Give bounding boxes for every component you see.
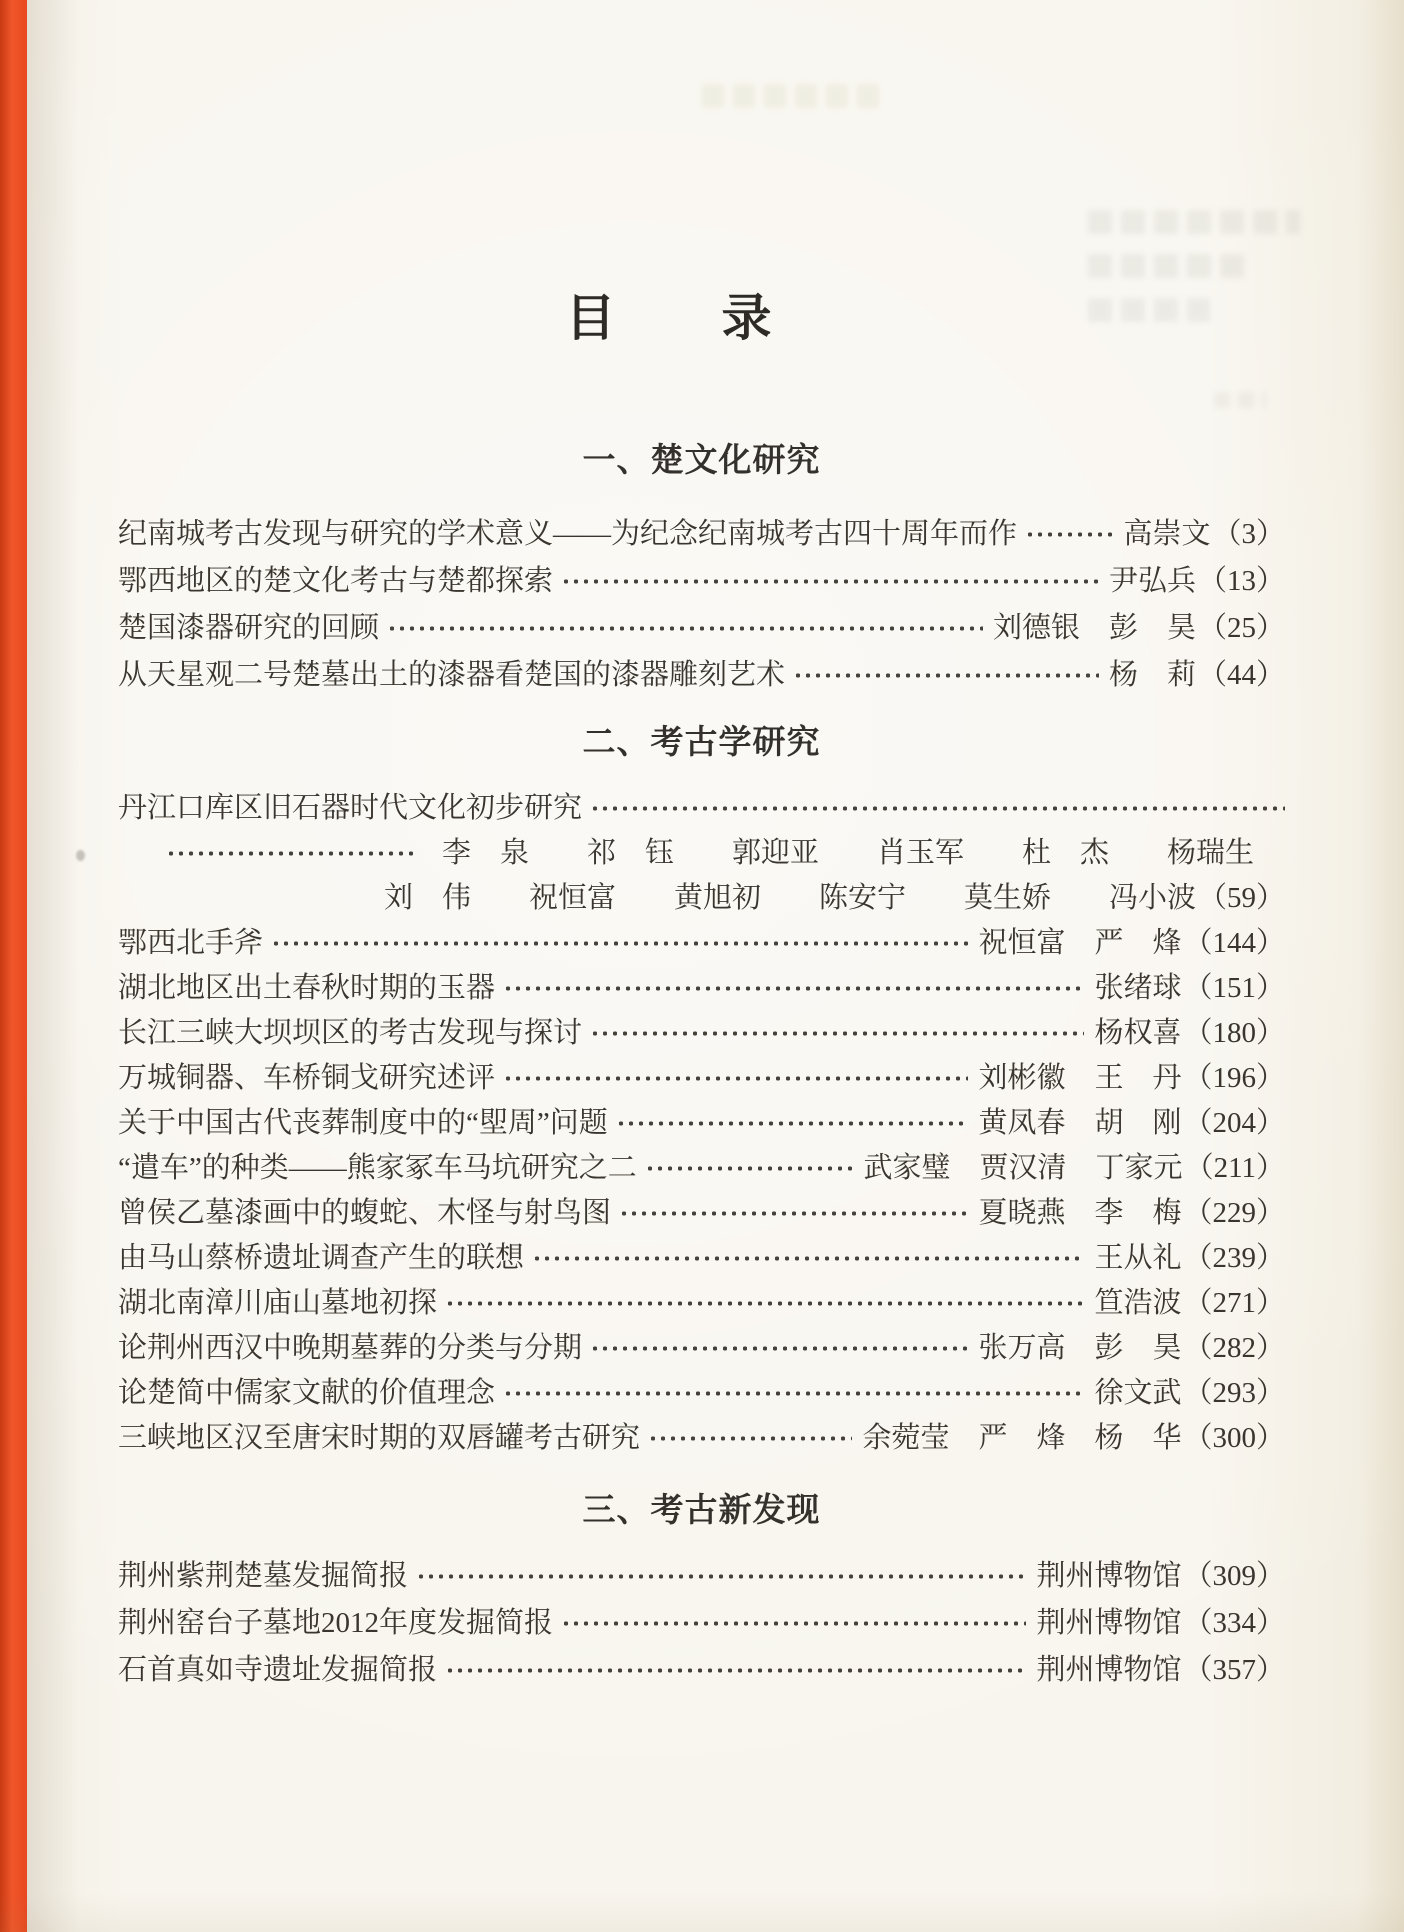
entry-page-number: （300） — [1183, 1422, 1285, 1454]
toc-list — [118, 511, 1285, 699]
toc-entry — [118, 652, 1285, 699]
entry-title: 湖北南漳川庙山墓地初探 — [118, 1287, 438, 1319]
toc-entry — [118, 1146, 1285, 1191]
entry-page-number: （144） — [1183, 927, 1285, 959]
toc-entry — [118, 511, 1285, 558]
page-edge-shading — [0, 1892, 1404, 1932]
entry-authors: 张绪球 — [1094, 972, 1182, 1004]
entry-authors: 刘德银 彭 昊 — [992, 612, 1196, 644]
toc-content — [118, 0, 1285, 1694]
entry-authors: 张万高 彭 昊 — [978, 1332, 1182, 1364]
toc-list — [118, 786, 1285, 1461]
page-title: 目 录 — [565, 290, 774, 346]
toc-entry — [118, 1416, 1285, 1461]
dot-leader — [445, 1300, 1084, 1307]
page-edge-shading — [1358, 0, 1404, 1932]
entry-page-number: （3） — [1212, 518, 1285, 550]
entry-page-number: （204） — [1183, 1107, 1285, 1139]
toc-entry — [118, 1647, 1285, 1694]
entry-page-number: （271） — [1183, 1287, 1285, 1319]
entry-page-number: （59） — [1197, 882, 1285, 914]
section-heading: 一、楚文化研究 — [582, 441, 821, 478]
dot-leader — [445, 1667, 1026, 1674]
entry-authors: 笪浩波 — [1094, 1287, 1182, 1319]
entry-title: 楚国漆器研究的回顾 — [118, 612, 380, 644]
entry-page-number: （13） — [1197, 565, 1285, 597]
dot-leader — [532, 1255, 1084, 1262]
dot-leader — [271, 940, 968, 947]
entry-page-number: （293） — [1183, 1377, 1285, 1409]
entry-title: 丹江口库区旧石器时代文化初步研究 — [118, 792, 583, 824]
toc-entry — [118, 1191, 1285, 1236]
section-heading: 二、考古学研究 — [582, 723, 821, 760]
entry-title: 鄂西地区的楚文化考古与楚都探索 — [118, 565, 554, 597]
entry-authors: 尹弘兵 — [1108, 565, 1196, 597]
entry-authors: 祝恒富 严 烽 — [978, 927, 1182, 959]
section-new-discoveries — [118, 1492, 1285, 1694]
dot-leader — [416, 1573, 1026, 1580]
entry-title: “遣车”的种类——熊家冢车马坑研究之二 — [118, 1152, 637, 1184]
entry-page-number: （334） — [1183, 1607, 1285, 1639]
entry-title: 石首真如寺遗址发掘简报 — [118, 1654, 438, 1686]
entry-authors: 刘彬徽 王 丹 — [978, 1062, 1182, 1094]
toc-entry — [118, 921, 1285, 966]
toc-entry — [118, 1553, 1285, 1600]
entry-authors: 荆州博物馆 — [1036, 1607, 1182, 1639]
entry-title: 鄂西北手斧 — [118, 927, 264, 959]
entry-title: 长江三峡大坝坝区的考古发现与探讨 — [118, 1017, 583, 1049]
entry-page-number: （229） — [1183, 1197, 1285, 1229]
section-archaeology-research — [118, 724, 1285, 1461]
section-heading: 三、考古新发现 — [582, 1491, 821, 1528]
dot-leader — [1025, 531, 1113, 538]
toc-list — [118, 1553, 1285, 1694]
entry-title: 三峡地区汉至唐宋时期的双唇罐考古研究 — [118, 1422, 641, 1454]
dot-leader — [793, 672, 1099, 679]
toc-entry — [118, 1326, 1285, 1371]
entry-page-number: （25） — [1197, 612, 1285, 644]
dot-leader — [648, 1435, 852, 1442]
toc-entry — [118, 1101, 1285, 1146]
entry-title: 由马山蔡桥遗址调查产生的联想 — [118, 1242, 525, 1274]
entry-page-number: （309） — [1183, 1560, 1285, 1592]
dot-leader — [590, 805, 1285, 812]
entry-title: 湖北地区出土春秋时期的玉器 — [118, 972, 496, 1004]
entry-authors: 黄凤春 胡 刚 — [978, 1107, 1182, 1139]
entry-page-number: （44） — [1197, 659, 1285, 691]
dot-leader — [503, 1075, 968, 1082]
ink-speck — [76, 850, 85, 861]
entry-page-number: （180） — [1183, 1017, 1285, 1049]
dot-leader — [590, 1345, 968, 1352]
entry-authors: 武家璧 贾汉清 丁家元 — [863, 1152, 1183, 1184]
entry-title: 万城铜器、车桥铜戈研究述评 — [118, 1062, 496, 1094]
toc-entry — [118, 966, 1285, 1011]
toc-entry — [118, 786, 1285, 831]
dot-leader — [619, 1210, 968, 1217]
entry-title: 论荆州西汉中晚期墓葬的分类与分期 — [118, 1332, 583, 1364]
book-spine-edge — [0, 0, 27, 1932]
entry-title: 从天星观二号楚墓出土的漆器看楚国的漆器雕刻艺术 — [118, 659, 786, 691]
toc-entry — [118, 1371, 1285, 1416]
entry-page-number: （151） — [1183, 972, 1285, 1004]
entry-title: 论楚简中儒家文献的价值理念 — [118, 1377, 496, 1409]
entry-title: 荆州紫荆楚墓发掘简报 — [118, 1560, 409, 1592]
entry-authors: 王从礼 — [1094, 1242, 1182, 1274]
toc-entry — [118, 1056, 1285, 1101]
dot-leader — [590, 1030, 1084, 1037]
toc-entry — [118, 1011, 1285, 1056]
entry-authors: 夏晓燕 李 梅 — [978, 1197, 1182, 1229]
entry-page-number: （357） — [1183, 1654, 1285, 1686]
entry-authors: 刘 伟 祝恒富 黄旭初 陈安宁 莫生娇 冯小波 — [383, 882, 1196, 914]
entry-authors: 高崇文 — [1123, 518, 1211, 550]
entry-authors: 李 泉 祁 钰 郭迎亚 肖玉军 杜 杰 杨瑞生 — [442, 837, 1255, 869]
toc-entry — [118, 1281, 1285, 1326]
entry-page-number: （239） — [1183, 1242, 1285, 1274]
dot-leader — [561, 1620, 1026, 1627]
dot-leader — [503, 1390, 1084, 1397]
dot-leader — [503, 985, 1084, 992]
section-chu-culture-research — [118, 442, 1285, 699]
entry-authors: 杨权喜 — [1094, 1017, 1182, 1049]
dot-leader — [387, 625, 983, 632]
toc-entry — [118, 605, 1285, 652]
entry-authors: 荆州博物馆 — [1036, 1654, 1182, 1686]
entry-title: 纪南城考古发现与研究的学术意义——为纪念纪南城考古四十周年而作 — [118, 518, 1018, 550]
toc-entry — [118, 1600, 1285, 1647]
toc-entry — [118, 558, 1285, 605]
entry-authors: 余菀莹 严 烽 杨 华 — [862, 1422, 1182, 1454]
toc-entry-authors-continuation — [118, 876, 1285, 921]
entry-page-number: （211） — [1184, 1152, 1285, 1184]
dot-leader — [166, 850, 418, 857]
entry-authors: 徐文武 — [1094, 1377, 1182, 1409]
entry-page-number: （282） — [1183, 1332, 1285, 1364]
entry-authors: 荆州博物馆 — [1036, 1560, 1182, 1592]
entry-page-number: （196） — [1183, 1062, 1285, 1094]
toc-entry-authors-continuation — [118, 831, 1285, 876]
entry-title: 关于中国古代丧葬制度中的“堲周”问题 — [118, 1107, 608, 1139]
entry-title: 曾侯乙墓漆画中的蝮蛇、木怪与射鸟图 — [118, 1197, 612, 1229]
toc-entry — [118, 1236, 1285, 1281]
entry-authors: 杨 莉 — [1108, 659, 1196, 691]
gutter-shadow — [27, 0, 79, 1932]
dot-leader — [561, 578, 1099, 585]
dot-leader — [616, 1120, 969, 1127]
dot-leader — [645, 1165, 854, 1172]
entry-title: 荆州窑台子墓地2012年度发掘简报 — [118, 1607, 554, 1639]
